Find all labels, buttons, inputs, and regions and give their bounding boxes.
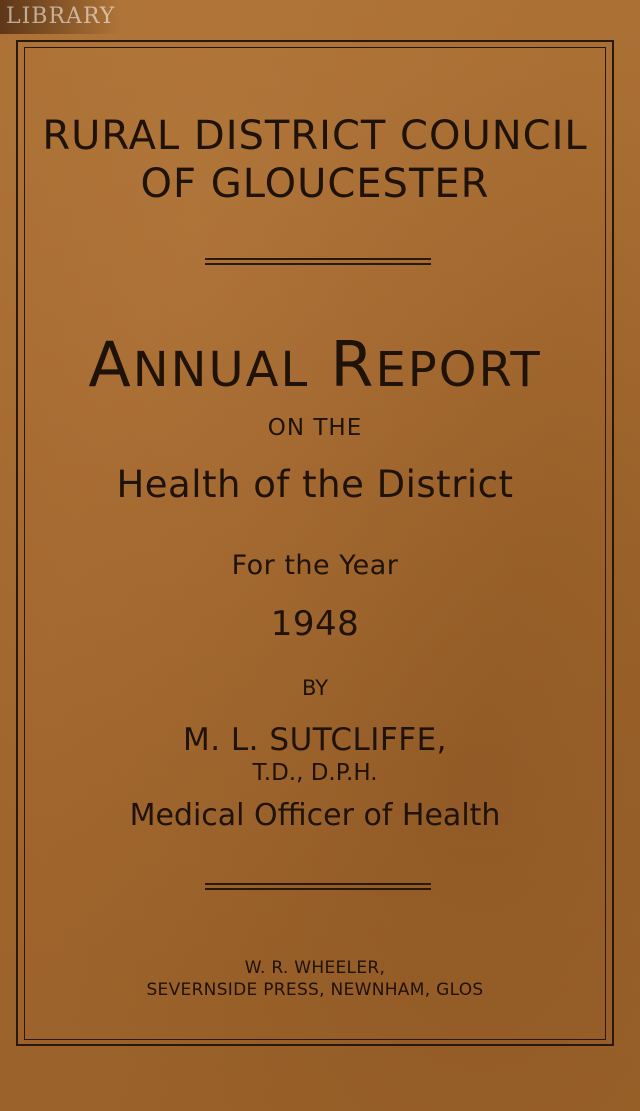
double-rule-bottom-second bbox=[205, 888, 431, 890]
title-word-report: REPORT bbox=[330, 328, 542, 401]
council-heading bbox=[24, 112, 606, 208]
council-line-1: RURAL DISTRICT COUNCIL bbox=[42, 113, 588, 159]
author-role: Medical Officer of Health bbox=[129, 798, 501, 833]
author-qualifications: T.D., D.P.H. bbox=[252, 760, 378, 786]
council-line-2: OF GLOUCESTER bbox=[140, 161, 490, 207]
on-the-label: ON THE bbox=[267, 415, 363, 441]
title-word-annual: ANNUAL bbox=[88, 328, 310, 401]
report-subject: Health of the District bbox=[116, 463, 514, 506]
for-the-year-label: For the Year bbox=[231, 550, 399, 581]
by-label: BY bbox=[301, 676, 329, 700]
double-rule-bottom bbox=[205, 883, 431, 885]
double-rule-top bbox=[205, 258, 431, 260]
report-year: 1948 bbox=[270, 604, 360, 644]
library-stamp: LIBRARY bbox=[0, 0, 120, 34]
printer-address: SEVERNSIDE PRESS, NEWNHAM, GLOS bbox=[146, 980, 484, 1000]
author-name: M. L. SUTCLIFFE, bbox=[182, 722, 448, 758]
printer-name: W. R. WHEELER, bbox=[244, 958, 386, 978]
double-rule-top-second bbox=[205, 263, 431, 265]
report-title bbox=[24, 330, 606, 405]
